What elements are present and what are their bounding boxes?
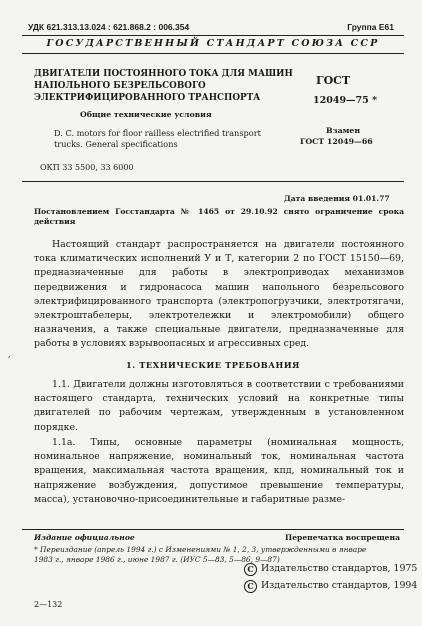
reprint-notice: Перепечатка воспрещена [285,533,400,542]
top-rule [22,35,404,36]
gost-number: 12049—75 * [313,95,378,106]
copyright-1975 [244,563,417,576]
copyright-icon: С [244,563,257,576]
title-rule [22,53,404,54]
replaces-label: Взамен [326,126,361,135]
okp-rule [22,181,404,182]
gost-label: ГОСТ [316,74,351,87]
group-code: Группа Е61 [347,22,394,32]
english-title: D. C. motors for floor railless electrified transport trucks. General specifications [54,128,261,149]
copyright-1994-text: Издательство стандартов, 1994 [261,580,418,591]
margin-mark: , [8,350,11,359]
footer-rule [22,529,404,530]
standard-title: ГОСУДАРСТВЕННЫЙ СТАНДАРТ СОЮЗА ССР [46,38,380,49]
reissue-footnote: * Переиздание (апрель 1994 г.) с Изменениями № 1, 2, 3, утвержденными в январе 1983 г., январе 1986 г., июне 1987 г. (ИУС 5—83, 5—86, 9—87) [34,545,367,564]
copyright-icon: С [244,580,257,593]
copyright-1975-text: Издательство стандартов, 1975 [261,563,418,574]
decree-text: Постановлением Госстандарта № 1465 от 29.10.92 снято ограничение срока действия [34,207,404,226]
scope-paragraph: Настоящий стандарт распространяется на двигатели постоянного тока климатических исполнений У и Т, категории 2 по ГОСТ 15150—69, предназначенные для работы в электроприводах механизмов передвижения и гидронасоса машин напольного безрельсового электрифицированного транспорта (электропогрузчики, электротягачи, электроштабелеры, электротележки и электромобили) общего назначения, а также специальные двигатели, предназначенные для работы в условиях взрывоопасных и агрессивных сред. [34,239,404,350]
document-subtitle: Общие технические условия [80,110,212,119]
clause-1-1: 1.1. Двигатели должны изготовляться в соответствии с требованиями настоящего стандарта, технических условий на конкретные типы двигателей по рабочим чертежам, утвержденным в установленном порядке. [34,379,404,433]
official-edition: Издание официальное [34,533,135,542]
page-number: 2—132 [34,600,63,609]
intro-date: Дата введения 01.01.77 [284,194,390,203]
document-title: ДВИГАТЕЛИ ПОСТОЯННОГО ТОКА ДЛЯ МАШИН НАПОЛЬНОГО БЕЗРЕЛЬСОВОГО ЭЛЕКТРИФИЦИРОВАННОГО ТРАНСПОРТА [34,69,293,103]
clause-1-1a: 1.1а. Типы, основные параметры (номинальная мощность, номинальное напряжение, номинальный ток, номинальная частота вращения, максимальная частота вращения, кпд, номинальный ток и напряжение возбуждения, допустимое превышение температуры, масса), установочно-присоединительные и габаритные разме- [34,437,404,505]
replaces-standard: ГОСТ 12049—66 [300,137,373,146]
section-heading: 1. ТЕХНИЧЕСКИЕ ТРЕБОВАНИЯ [126,360,300,370]
copyright-1994 [244,580,417,593]
okp-code: ОКП 33 5500, 33 6000 [40,163,134,172]
udk-code: УДК 621.313.13.024 : 621.868.2 : 006.354 [28,22,190,32]
